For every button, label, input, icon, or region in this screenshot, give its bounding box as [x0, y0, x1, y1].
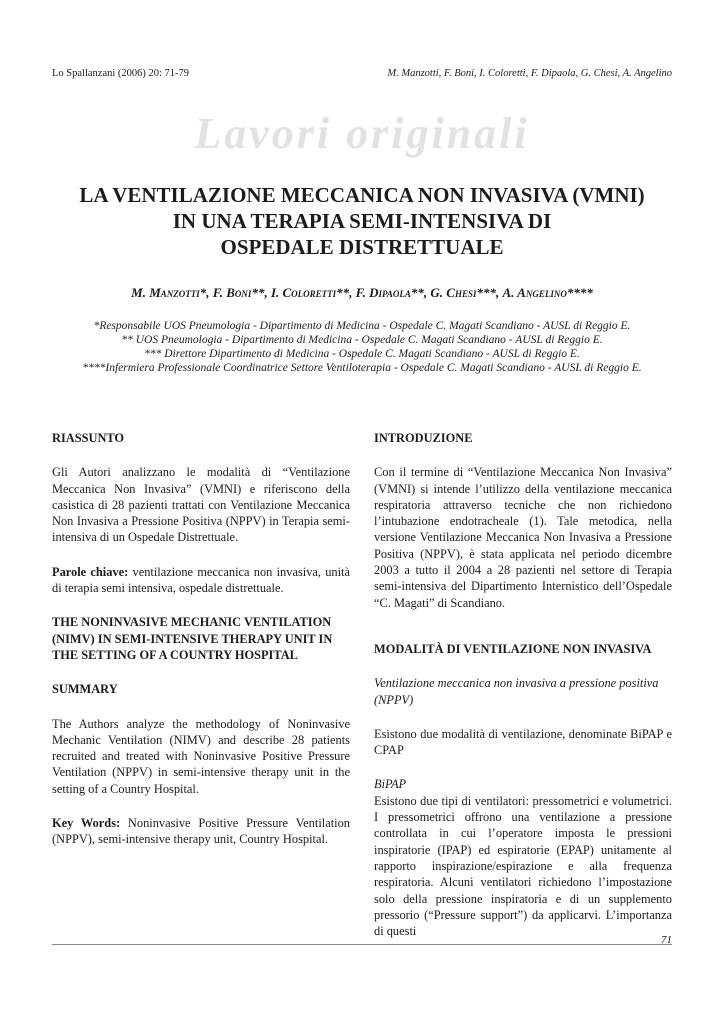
author-name: F. Boni: [212, 285, 252, 300]
author-mark: **: [336, 285, 350, 300]
summary-heading: SUMMARY: [52, 682, 118, 697]
author-mark: ***: [476, 285, 496, 300]
running-header-authors: M. Manzotti, F. Boni, I. Coloretti, F. Dipaola, G. Chesi, A. Angelino: [387, 68, 672, 79]
affiliation-line: *Responsabile UOS Pneumologia - Dipartimento di Medicina - Ospedale C. Magati Scandiano - AUSL di Reggio E.: [93, 320, 631, 332]
summary-text: The Authors analyze the methodology of Noninvasive Mechanic Ventilation (NIMV) and describe 28 patients recruited and treated with Noninvasive Positive Pressure Ventilation (NPPV) in semi-intensive therapy unit in the setting of a Country Hospital.: [52, 716, 350, 796]
right-column: [374, 430, 672, 939]
article-title: [40, 182, 684, 260]
affiliation-line: ** UOS Pneumologia - Dipartimento di Medicina - Ospedale C. Magati Scandiano - AUSL di Reggio E.: [121, 334, 603, 346]
parole-chiave-text: ventilazione meccanica non invasiva, unità di terapia semi intensiva, ospedale distrettuale.: [52, 564, 351, 596]
author-name: I. Coloretti: [270, 285, 337, 300]
bipap-subheading: BiPAP: [374, 777, 407, 792]
author-mark: ****: [566, 285, 593, 300]
parole-chiave: [52, 564, 350, 597]
author-mark: **: [251, 285, 265, 300]
parole-chiave-label: Parole chiave:: [52, 564, 129, 579]
left-column: [52, 430, 350, 848]
running-header-journal: Lo Spallanzani (2006) 20: 71-79: [52, 68, 190, 79]
author-name: G. Chesi: [430, 285, 477, 300]
introduzione-text: Con il termine di “Ventilazione Meccanica Non Invasiva” (VMNI) si intende l’utilizzo della ventilazione meccanica respiratoria attraverso tecniche che non richiedono l’intubazione endotracheale (1). Tale metodica, nella versione Ventilazione Meccanica Non Invasiva a Pressione Positiva (NPPV), è stata applicata nel periodo dicembre 2003 a tutto il 2004 a 28 pazienti nel settore di Terapia semi-intensiva del Dipartimento Internistico dell’Ospedale “C. Magati” di Scandiano.: [374, 465, 672, 610]
affiliation-line: ****Infermiera Professionale Coordinatrice Settore Ventiloterapia - Ospedale C. Magati Scandiano - AUSL di Reggio E.: [82, 362, 642, 374]
key-words-text: Noninvasive Positive Pressure Ventilation (NPPV), semi-intensive therapy unit, Country Hospital.: [52, 816, 350, 847]
bipap-text: Esistono due tipi di ventilatori: pressometrici e volumetrici. I pressometrici offrono una ventilazione a pressione controllata in cui l’operatore imposta le pressioni inspiratorie (IPAP) ed espiratorie (EPAP) unitamente al rapporto inspirazione/espirazione e alla frequenza respiratoria. Alcuni ventilatori richiedono l’impostazione solo della pressione inspiratoria e di un supplemento pressorio (“Pressure support”) da applicarvi. L’importanza di questi: [374, 793, 672, 939]
page-number: 71: [661, 934, 672, 946]
riassunto-text: Gli Autori analizzano le modalità di “Ventilazione Meccanica Non Invasiva” (VMNI) e riferiscono della casistica di 28 pazienti trattati con Ventilazione Meccanica Non Invasiva a Pressione Positiva (NPPV) in Terapia semi-intensiva di un Ospedale Distrettuale.: [52, 465, 350, 545]
title-line-3: OSPEDALE DISTRETTUALE: [220, 235, 504, 259]
author-mark: *: [199, 285, 207, 300]
title-line-2: IN UNA TERAPIA SEMI-INTENSIVA DI: [172, 209, 552, 233]
author-mark: **: [410, 285, 424, 300]
key-words-label: Key Words:: [52, 816, 121, 831]
nppv-subheading: Ventilazione meccanica non invasiva a pressione positiva (NPPV): [374, 676, 659, 707]
affiliation-line: *** Direttore Dipartimento di Medicina - Ospedale C. Magati Scandiano - AUSL di Reggio E.: [144, 348, 580, 360]
title-line-1: LA VENTILAZIONE MECCANICA NON INVASIVA (VMNI): [79, 183, 645, 207]
key-words: [52, 815, 350, 848]
riassunto-heading: RIASSUNTO: [52, 431, 125, 445]
section-banner: Lavori originali: [194, 109, 530, 158]
author-name: M. Manzotti: [131, 285, 200, 300]
english-title: THE NONINVASIVE MECHANIC VENTILATION (NIMV) IN SEMI-INTENSIVE THERAPY UNIT IN THE SETTING OF A COUNTRY HOSPITAL: [52, 615, 333, 662]
author-name: A. Angelino: [502, 285, 567, 300]
footer-rule: [52, 944, 672, 945]
introduzione-heading: INTRODUZIONE: [374, 431, 473, 445]
modalita-heading: MODALITÀ DI VENTILAZIONE NON INVASIVA: [374, 641, 652, 656]
author-list: M. Manzotti*, F. Boni**, I. Coloretti**, F. Dipaola**, G. Chesi***, A. Angelino****: [131, 285, 593, 300]
affiliations: [30, 319, 694, 375]
author-name: F. Dipaola: [355, 285, 411, 300]
modalita-text: Esistono due modalità di ventilazione, denominate BiPAP e CPAP: [374, 726, 672, 758]
